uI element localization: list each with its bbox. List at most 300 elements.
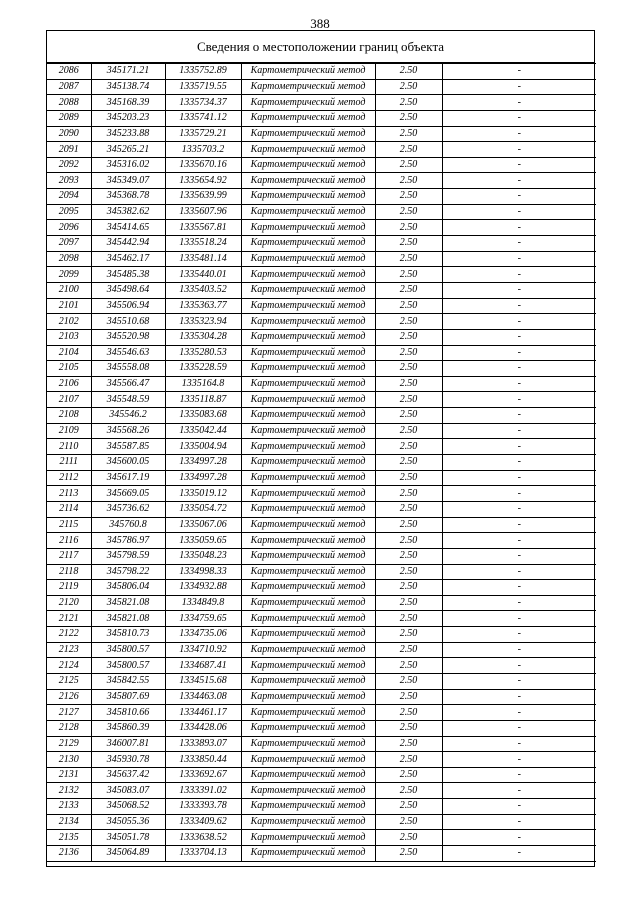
method-cell: Картометрический метод — [241, 642, 375, 658]
description-cell: - — [442, 439, 596, 455]
coord-x-cell: 345930.78 — [91, 752, 165, 768]
method-cell: Картометрический метод — [241, 64, 375, 80]
coord-x-cell: 345798.59 — [91, 548, 165, 564]
coord-x-cell: 345860.39 — [91, 720, 165, 736]
method-cell: Картометрический метод — [241, 611, 375, 627]
coord-x-cell: 345068.52 — [91, 799, 165, 815]
method-cell: Картометрический метод — [241, 439, 375, 455]
point-number-cell: 2112 — [47, 470, 91, 486]
description-cell: - — [442, 470, 596, 486]
point-number-cell: 2110 — [47, 439, 91, 455]
table-row — [47, 314, 596, 330]
coord-x-cell: 345368.78 — [91, 189, 165, 205]
coord-y-cell: 1335019.12 — [165, 486, 241, 502]
table-row — [47, 517, 596, 533]
coord-x-cell: 345786.97 — [91, 533, 165, 549]
coord-y-cell: 1334849.8 — [165, 595, 241, 611]
coord-x-cell: 345637.42 — [91, 767, 165, 783]
accuracy-cell: 2.50 — [375, 236, 442, 252]
accuracy-cell: 2.50 — [375, 392, 442, 408]
description-cell: - — [442, 783, 596, 799]
description-cell: - — [442, 517, 596, 533]
coord-x-cell: 345506.94 — [91, 298, 165, 314]
coord-y-cell: 1334997.28 — [165, 455, 241, 471]
table-row — [47, 783, 596, 799]
coord-y-cell: 1333391.02 — [165, 783, 241, 799]
coord-y-cell: 1335518.24 — [165, 236, 241, 252]
method-cell: Картометрический метод — [241, 501, 375, 517]
method-cell: Картометрический метод — [241, 345, 375, 361]
description-cell: - — [442, 314, 596, 330]
point-number-cell: 2103 — [47, 329, 91, 345]
accuracy-cell: 2.50 — [375, 142, 442, 158]
coord-x-cell: 345568.26 — [91, 423, 165, 439]
table-row — [47, 267, 596, 283]
accuracy-cell: 2.50 — [375, 298, 442, 314]
coord-y-cell: 1335363.77 — [165, 298, 241, 314]
table-row — [47, 736, 596, 752]
method-cell: Картометрический метод — [241, 517, 375, 533]
method-cell: Картометрический метод — [241, 314, 375, 330]
table-row — [47, 752, 596, 768]
description-cell: - — [442, 799, 596, 815]
method-cell: Картометрический метод — [241, 110, 375, 126]
point-number-cell: 2097 — [47, 236, 91, 252]
coord-x-cell: 345203.23 — [91, 110, 165, 126]
method-cell: Картометрический метод — [241, 423, 375, 439]
coord-x-cell: 345669.05 — [91, 486, 165, 502]
table-row — [47, 142, 596, 158]
accuracy-cell: 2.50 — [375, 126, 442, 142]
method-cell: Картометрический метод — [241, 455, 375, 471]
description-cell: - — [442, 564, 596, 580]
table-row — [47, 470, 596, 486]
coord-y-cell: 1333692.67 — [165, 767, 241, 783]
accuracy-cell: 2.50 — [375, 486, 442, 502]
table-row — [47, 79, 596, 95]
method-cell: Картометрический метод — [241, 236, 375, 252]
coord-y-cell: 1334735.06 — [165, 627, 241, 643]
point-number-cell: 2094 — [47, 189, 91, 205]
method-cell: Картометрический метод — [241, 376, 375, 392]
coord-y-cell: 1334515.68 — [165, 673, 241, 689]
point-number-cell: 2114 — [47, 501, 91, 517]
coord-x-cell: 345546.2 — [91, 408, 165, 424]
coord-y-cell: 1334998.33 — [165, 564, 241, 580]
accuracy-cell: 2.50 — [375, 736, 442, 752]
point-number-cell: 2135 — [47, 830, 91, 846]
point-number-cell: 2136 — [47, 846, 91, 862]
point-number-cell: 2111 — [47, 455, 91, 471]
description-cell: - — [442, 251, 596, 267]
point-number-cell: 2131 — [47, 767, 91, 783]
table-row — [47, 64, 596, 80]
description-cell: - — [442, 580, 596, 596]
method-cell: Картометрический метод — [241, 689, 375, 705]
point-number-cell: 2101 — [47, 298, 91, 314]
table-row — [47, 799, 596, 815]
coord-y-cell: 1334759.65 — [165, 611, 241, 627]
description-cell: - — [442, 189, 596, 205]
table-row — [47, 595, 596, 611]
coord-x-cell: 345171.21 — [91, 64, 165, 80]
coord-x-cell: 345806.04 — [91, 580, 165, 596]
coord-x-cell: 345558.08 — [91, 361, 165, 377]
coordinates-frame — [46, 30, 595, 867]
table-row — [47, 767, 596, 783]
description-cell: - — [442, 595, 596, 611]
point-number-cell: 2121 — [47, 611, 91, 627]
description-cell: - — [442, 95, 596, 111]
table-row — [47, 329, 596, 345]
method-cell: Картометрический метод — [241, 251, 375, 267]
method-cell: Картометрический метод — [241, 783, 375, 799]
accuracy-cell: 2.50 — [375, 767, 442, 783]
coord-y-cell: 1334463.08 — [165, 689, 241, 705]
accuracy-cell: 2.50 — [375, 376, 442, 392]
description-cell: - — [442, 142, 596, 158]
accuracy-cell: 2.50 — [375, 642, 442, 658]
description-cell: - — [442, 345, 596, 361]
accuracy-cell: 2.50 — [375, 110, 442, 126]
coord-y-cell: 1333638.52 — [165, 830, 241, 846]
method-cell: Картометрический метод — [241, 627, 375, 643]
description-cell: - — [442, 408, 596, 424]
coord-y-cell: 1335228.59 — [165, 361, 241, 377]
point-number-cell: 2124 — [47, 658, 91, 674]
coord-y-cell: 1335067.06 — [165, 517, 241, 533]
coord-x-cell: 345498.64 — [91, 282, 165, 298]
table-row — [47, 236, 596, 252]
method-cell: Картометрический метод — [241, 79, 375, 95]
accuracy-cell: 2.50 — [375, 673, 442, 689]
point-number-cell: 2089 — [47, 110, 91, 126]
description-cell: - — [442, 767, 596, 783]
point-number-cell: 2123 — [47, 642, 91, 658]
coord-x-cell: 345800.57 — [91, 642, 165, 658]
method-cell: Картометрический метод — [241, 752, 375, 768]
coord-x-cell: 345810.73 — [91, 627, 165, 643]
accuracy-cell: 2.50 — [375, 689, 442, 705]
accuracy-cell: 2.50 — [375, 314, 442, 330]
table-row — [47, 439, 596, 455]
accuracy-cell: 2.50 — [375, 783, 442, 799]
coord-y-cell: 1333393.78 — [165, 799, 241, 815]
coord-y-cell: 1334932.88 — [165, 580, 241, 596]
coord-x-cell: 345600.05 — [91, 455, 165, 471]
coord-x-cell: 346007.81 — [91, 736, 165, 752]
coord-x-cell: 345083.07 — [91, 783, 165, 799]
table-row — [47, 408, 596, 424]
accuracy-cell: 2.50 — [375, 282, 442, 298]
table-row — [47, 673, 596, 689]
point-number-cell: 2115 — [47, 517, 91, 533]
accuracy-cell: 2.50 — [375, 267, 442, 283]
point-number-cell: 2117 — [47, 548, 91, 564]
description-cell: - — [442, 752, 596, 768]
method-cell: Картометрический метод — [241, 486, 375, 502]
table-row — [47, 361, 596, 377]
accuracy-cell: 2.50 — [375, 846, 442, 862]
coord-x-cell: 345810.66 — [91, 705, 165, 721]
method-cell: Картометрический метод — [241, 329, 375, 345]
description-cell: - — [442, 673, 596, 689]
accuracy-cell: 2.50 — [375, 189, 442, 205]
coord-x-cell: 345382.62 — [91, 204, 165, 220]
method-cell: Картометрический метод — [241, 126, 375, 142]
accuracy-cell: 2.50 — [375, 220, 442, 236]
point-number-cell: 2087 — [47, 79, 91, 95]
coordinates-table — [47, 63, 596, 862]
coord-x-cell: 345842.55 — [91, 673, 165, 689]
description-cell: - — [442, 455, 596, 471]
accuracy-cell: 2.50 — [375, 501, 442, 517]
accuracy-cell: 2.50 — [375, 329, 442, 345]
point-number-cell: 2105 — [47, 361, 91, 377]
coord-y-cell: 1335403.52 — [165, 282, 241, 298]
coord-y-cell: 1334687.41 — [165, 658, 241, 674]
description-cell: - — [442, 392, 596, 408]
description-cell: - — [442, 126, 596, 142]
coord-x-cell: 345548.59 — [91, 392, 165, 408]
accuracy-cell: 2.50 — [375, 345, 442, 361]
table-row — [47, 564, 596, 580]
coord-y-cell: 1334461.17 — [165, 705, 241, 721]
description-cell: - — [442, 79, 596, 95]
accuracy-cell: 2.50 — [375, 204, 442, 220]
table-row — [47, 830, 596, 846]
table-row — [47, 580, 596, 596]
accuracy-cell: 2.50 — [375, 251, 442, 267]
table-row — [47, 846, 596, 862]
table-row — [47, 204, 596, 220]
coord-x-cell: 345055.36 — [91, 814, 165, 830]
point-number-cell: 2134 — [47, 814, 91, 830]
accuracy-cell: 2.50 — [375, 157, 442, 173]
accuracy-cell: 2.50 — [375, 439, 442, 455]
accuracy-cell: 2.50 — [375, 627, 442, 643]
table-row — [47, 376, 596, 392]
coord-y-cell: 1333704.13 — [165, 846, 241, 862]
description-cell: - — [442, 830, 596, 846]
description-cell: - — [442, 736, 596, 752]
method-cell: Картометрический метод — [241, 830, 375, 846]
coord-x-cell: 345064.89 — [91, 846, 165, 862]
description-cell: - — [442, 282, 596, 298]
description-cell: - — [442, 361, 596, 377]
method-cell: Картометрический метод — [241, 173, 375, 189]
table-row — [47, 720, 596, 736]
point-number-cell: 2088 — [47, 95, 91, 111]
coord-y-cell: 1335118.87 — [165, 392, 241, 408]
accuracy-cell: 2.50 — [375, 799, 442, 815]
description-cell: - — [442, 267, 596, 283]
point-number-cell: 2104 — [47, 345, 91, 361]
method-cell: Картометрический метод — [241, 189, 375, 205]
table-row — [47, 705, 596, 721]
coord-x-cell: 345736.62 — [91, 501, 165, 517]
point-number-cell: 2118 — [47, 564, 91, 580]
point-number-cell: 2099 — [47, 267, 91, 283]
coord-x-cell: 345821.08 — [91, 595, 165, 611]
coord-x-cell: 345587.85 — [91, 439, 165, 455]
description-cell: - — [442, 157, 596, 173]
point-number-cell: 2108 — [47, 408, 91, 424]
coord-x-cell: 345316.02 — [91, 157, 165, 173]
coord-y-cell: 1335059.65 — [165, 533, 241, 549]
description-cell: - — [442, 64, 596, 80]
accuracy-cell: 2.50 — [375, 658, 442, 674]
page-number: 388 — [310, 16, 330, 31]
point-number-cell: 2133 — [47, 799, 91, 815]
coord-x-cell: 345442.94 — [91, 236, 165, 252]
table-row — [47, 642, 596, 658]
point-number-cell: 2122 — [47, 627, 91, 643]
coord-y-cell: 1335042.44 — [165, 423, 241, 439]
point-number-cell: 2109 — [47, 423, 91, 439]
accuracy-cell: 2.50 — [375, 79, 442, 95]
table-row — [47, 392, 596, 408]
accuracy-cell: 2.50 — [375, 361, 442, 377]
coord-y-cell: 1335752.89 — [165, 64, 241, 80]
accuracy-cell: 2.50 — [375, 64, 442, 80]
description-cell: - — [442, 220, 596, 236]
method-cell: Картометрический метод — [241, 533, 375, 549]
table-row — [47, 548, 596, 564]
coord-y-cell: 1335054.72 — [165, 501, 241, 517]
description-cell: - — [442, 236, 596, 252]
point-number-cell: 2126 — [47, 689, 91, 705]
method-cell: Картометрический метод — [241, 548, 375, 564]
table-row — [47, 486, 596, 502]
coord-y-cell: 1335440.01 — [165, 267, 241, 283]
coord-x-cell: 345821.08 — [91, 611, 165, 627]
coord-x-cell: 345485.38 — [91, 267, 165, 283]
coord-y-cell: 1335654.92 — [165, 173, 241, 189]
coord-x-cell: 345510.68 — [91, 314, 165, 330]
point-number-cell: 2125 — [47, 673, 91, 689]
method-cell: Картометрический метод — [241, 846, 375, 862]
coord-y-cell: 1335083.68 — [165, 408, 241, 424]
point-number-cell: 2106 — [47, 376, 91, 392]
accuracy-cell: 2.50 — [375, 173, 442, 189]
table-row — [47, 627, 596, 643]
accuracy-cell: 2.50 — [375, 423, 442, 439]
point-number-cell: 2093 — [47, 173, 91, 189]
method-cell: Картометрический метод — [241, 720, 375, 736]
coord-x-cell: 345807.69 — [91, 689, 165, 705]
coord-y-cell: 1335719.55 — [165, 79, 241, 95]
method-cell: Картометрический метод — [241, 767, 375, 783]
coord-x-cell: 345265.21 — [91, 142, 165, 158]
point-number-cell: 2120 — [47, 595, 91, 611]
accuracy-cell: 2.50 — [375, 548, 442, 564]
coord-y-cell: 1335567.81 — [165, 220, 241, 236]
description-cell: - — [442, 298, 596, 314]
description-cell: - — [442, 846, 596, 862]
description-cell: - — [442, 486, 596, 502]
method-cell: Картометрический метод — [241, 408, 375, 424]
coord-x-cell: 345051.78 — [91, 830, 165, 846]
table-row — [47, 189, 596, 205]
table-row — [47, 611, 596, 627]
accuracy-cell: 2.50 — [375, 752, 442, 768]
description-cell: - — [442, 501, 596, 517]
point-number-cell: 2095 — [47, 204, 91, 220]
description-cell: - — [442, 627, 596, 643]
table-row — [47, 220, 596, 236]
table-row — [47, 110, 596, 126]
accuracy-cell: 2.50 — [375, 830, 442, 846]
point-number-cell: 2092 — [47, 157, 91, 173]
table-row — [47, 298, 596, 314]
coord-x-cell: 345798.22 — [91, 564, 165, 580]
description-cell: - — [442, 814, 596, 830]
accuracy-cell: 2.50 — [375, 611, 442, 627]
method-cell: Картометрический метод — [241, 564, 375, 580]
accuracy-cell: 2.50 — [375, 533, 442, 549]
table-row — [47, 157, 596, 173]
point-number-cell: 2096 — [47, 220, 91, 236]
description-cell: - — [442, 658, 596, 674]
point-number-cell: 2090 — [47, 126, 91, 142]
description-cell: - — [442, 611, 596, 627]
accuracy-cell: 2.50 — [375, 814, 442, 830]
method-cell: Картометрический метод — [241, 220, 375, 236]
coord-y-cell: 1335729.21 — [165, 126, 241, 142]
point-number-cell: 2130 — [47, 752, 91, 768]
coord-y-cell: 1333893.07 — [165, 736, 241, 752]
table-row — [47, 455, 596, 471]
method-cell: Картометрический метод — [241, 595, 375, 611]
coord-y-cell: 1335323.94 — [165, 314, 241, 330]
coord-x-cell: 345462.17 — [91, 251, 165, 267]
method-cell: Картометрический метод — [241, 736, 375, 752]
accuracy-cell: 2.50 — [375, 408, 442, 424]
point-number-cell: 2129 — [47, 736, 91, 752]
coord-y-cell: 1335741.12 — [165, 110, 241, 126]
table-row — [47, 282, 596, 298]
point-number-cell: 2091 — [47, 142, 91, 158]
method-cell: Картометрический метод — [241, 267, 375, 283]
method-cell: Картометрический метод — [241, 470, 375, 486]
method-cell: Картометрический метод — [241, 658, 375, 674]
point-number-cell: 2116 — [47, 533, 91, 549]
page-title: Сведения о местоположении границ объекта — [47, 31, 594, 63]
coord-x-cell: 345414.65 — [91, 220, 165, 236]
coord-y-cell: 1335734.37 — [165, 95, 241, 111]
table-row — [47, 533, 596, 549]
accuracy-cell: 2.50 — [375, 720, 442, 736]
description-cell: - — [442, 642, 596, 658]
description-cell: - — [442, 376, 596, 392]
accuracy-cell: 2.50 — [375, 580, 442, 596]
method-cell: Картометрический метод — [241, 705, 375, 721]
accuracy-cell: 2.50 — [375, 564, 442, 580]
point-number-cell: 2127 — [47, 705, 91, 721]
coord-y-cell: 1334710.92 — [165, 642, 241, 658]
description-cell: - — [442, 423, 596, 439]
description-cell: - — [442, 329, 596, 345]
description-cell: - — [442, 110, 596, 126]
accuracy-cell: 2.50 — [375, 705, 442, 721]
method-cell: Картометрический метод — [241, 95, 375, 111]
coord-y-cell: 1333409.62 — [165, 814, 241, 830]
table-row — [47, 501, 596, 517]
coord-y-cell: 1335280.53 — [165, 345, 241, 361]
table-row — [47, 126, 596, 142]
method-cell: Картометрический метод — [241, 580, 375, 596]
